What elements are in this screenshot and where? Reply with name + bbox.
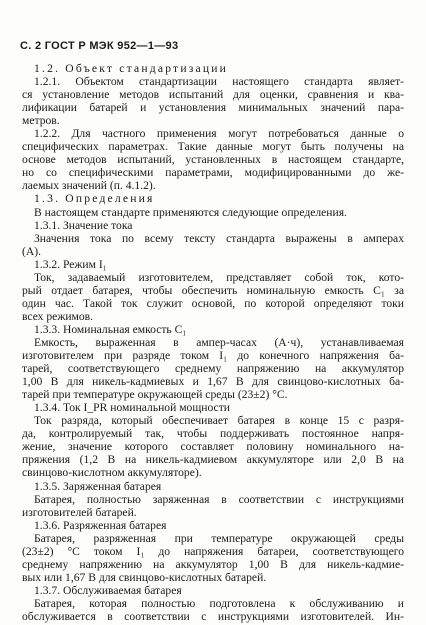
subsection-heading: 1.3.5. Заряженная батарея — [34, 479, 162, 493]
text-line: Батарея, которая полностью подготовлена к обслуживанию и — [34, 596, 404, 610]
text-line: Батарея, разряженная при температуре окружающей среды — [34, 531, 404, 545]
text-line: свинцово-кислотном аккумуляторе). — [22, 466, 202, 480]
text-line: Ток, задаваемый изготовителем, представляет собой ток, кото- — [34, 270, 404, 284]
section-heading: 1.2. Объект стандартизации — [34, 62, 229, 75]
text-line: (А). — [22, 244, 41, 258]
page-header: С. 2 ГОСТ Р МЭК 952—1—93 — [20, 40, 179, 52]
subsection-heading: 1.3.7. Обслуживаемая батарея — [34, 583, 182, 597]
text-line: 1.2.2. Для частного применения могут потребоваться данные о — [34, 127, 404, 141]
section-heading: 1.3. Определения — [34, 192, 155, 206]
text-line: тарей, соответствующего среднему напряжению на аккумулятор — [22, 362, 404, 376]
text-line: метров. — [22, 114, 60, 128]
text-line: изготовителей батарей. — [22, 505, 137, 519]
text-line: В настоящем стандарте применяются следующие определения. — [34, 205, 347, 219]
text-line: один час. Такой ток служит основой, по которой определяют токи — [22, 296, 404, 310]
text-line: лификации батарей и установления минимальных значений пара- — [22, 101, 404, 115]
text-line: изготовителем при разряде током I₁ до конечного напряжения ба- — [22, 349, 404, 363]
text-line: рый отдает батарея, чтобы обеспечить номинальную емкость C₁ за — [22, 283, 404, 297]
text-line: 1.2.1. Объектом стандартизации настоящего стандарта являет- — [34, 75, 404, 89]
text-line: специфических параметрах. Такие данные могут быть получены на — [22, 140, 404, 154]
text-line: жение, значение которого составляет половину номинального на- — [22, 440, 404, 454]
text-line: лаемых значений (п. 4.1.2). — [22, 179, 156, 193]
text-line: ся установление методов испытаний для оценки, сравнения и ква- — [22, 88, 404, 102]
text-line: 1,00 В для никель-кадмиевых и 1,67 В для свинцово-кислотных ба- — [22, 375, 404, 389]
text-line: вых или 1,67 В для свинцово-кислотных батарей. — [22, 570, 267, 584]
text-line: пряжения (1,2 В на никель-кадмиевом аккумуляторе или 2,0 В на — [22, 453, 404, 467]
subsection-heading: 1.3.6. Разряженная батарея — [34, 518, 167, 532]
text-line: основе методов испытаний, установленных в настоящем стандарте, — [22, 153, 404, 167]
text-line: Ток разряда, который обеспечивает батарея в конце 15 с разря- — [34, 414, 404, 428]
text-line: Батарея, полностью заряженная в соответствии с инструкциями — [34, 492, 404, 506]
text-line: среднему напряжению на аккумулятор 1,00 В для никель-кадмие- — [22, 557, 404, 571]
text-line: всех режимов. — [22, 309, 94, 323]
subsection-heading: 1.3.2. Режим I₁ — [34, 257, 107, 271]
text-line: обслуживается в соответствии с инструкциями изготовителей. Ин- — [22, 609, 404, 623]
text-line: тарей при температуре окружающей среды (23±2) °С. — [22, 388, 288, 402]
subsection-heading: 1.3.3. Номинальная емкость C₁ — [34, 322, 187, 336]
text-line: (23±2) °С током I₁ до напряжения батареи, соответствующего — [22, 544, 404, 558]
text-line: но со специфическими параметрами, модифицированными до же- — [22, 166, 404, 180]
text-line: да, контролируемый так, чтобы поддерживать постоянное напря- — [22, 427, 404, 441]
text-line: Емкость, выраженная в ампер-часах (А·ч), устанавливаемая — [34, 335, 404, 349]
subsection-heading: 1.3.1. Значение тока — [34, 218, 133, 232]
text-line: Значения тока по всему тексту стандарта выражены в амперах — [34, 231, 404, 245]
document-body — [22, 62, 404, 623]
subsection-heading: 1.3.4. Ток I_PR номинальной мощности — [34, 401, 230, 415]
